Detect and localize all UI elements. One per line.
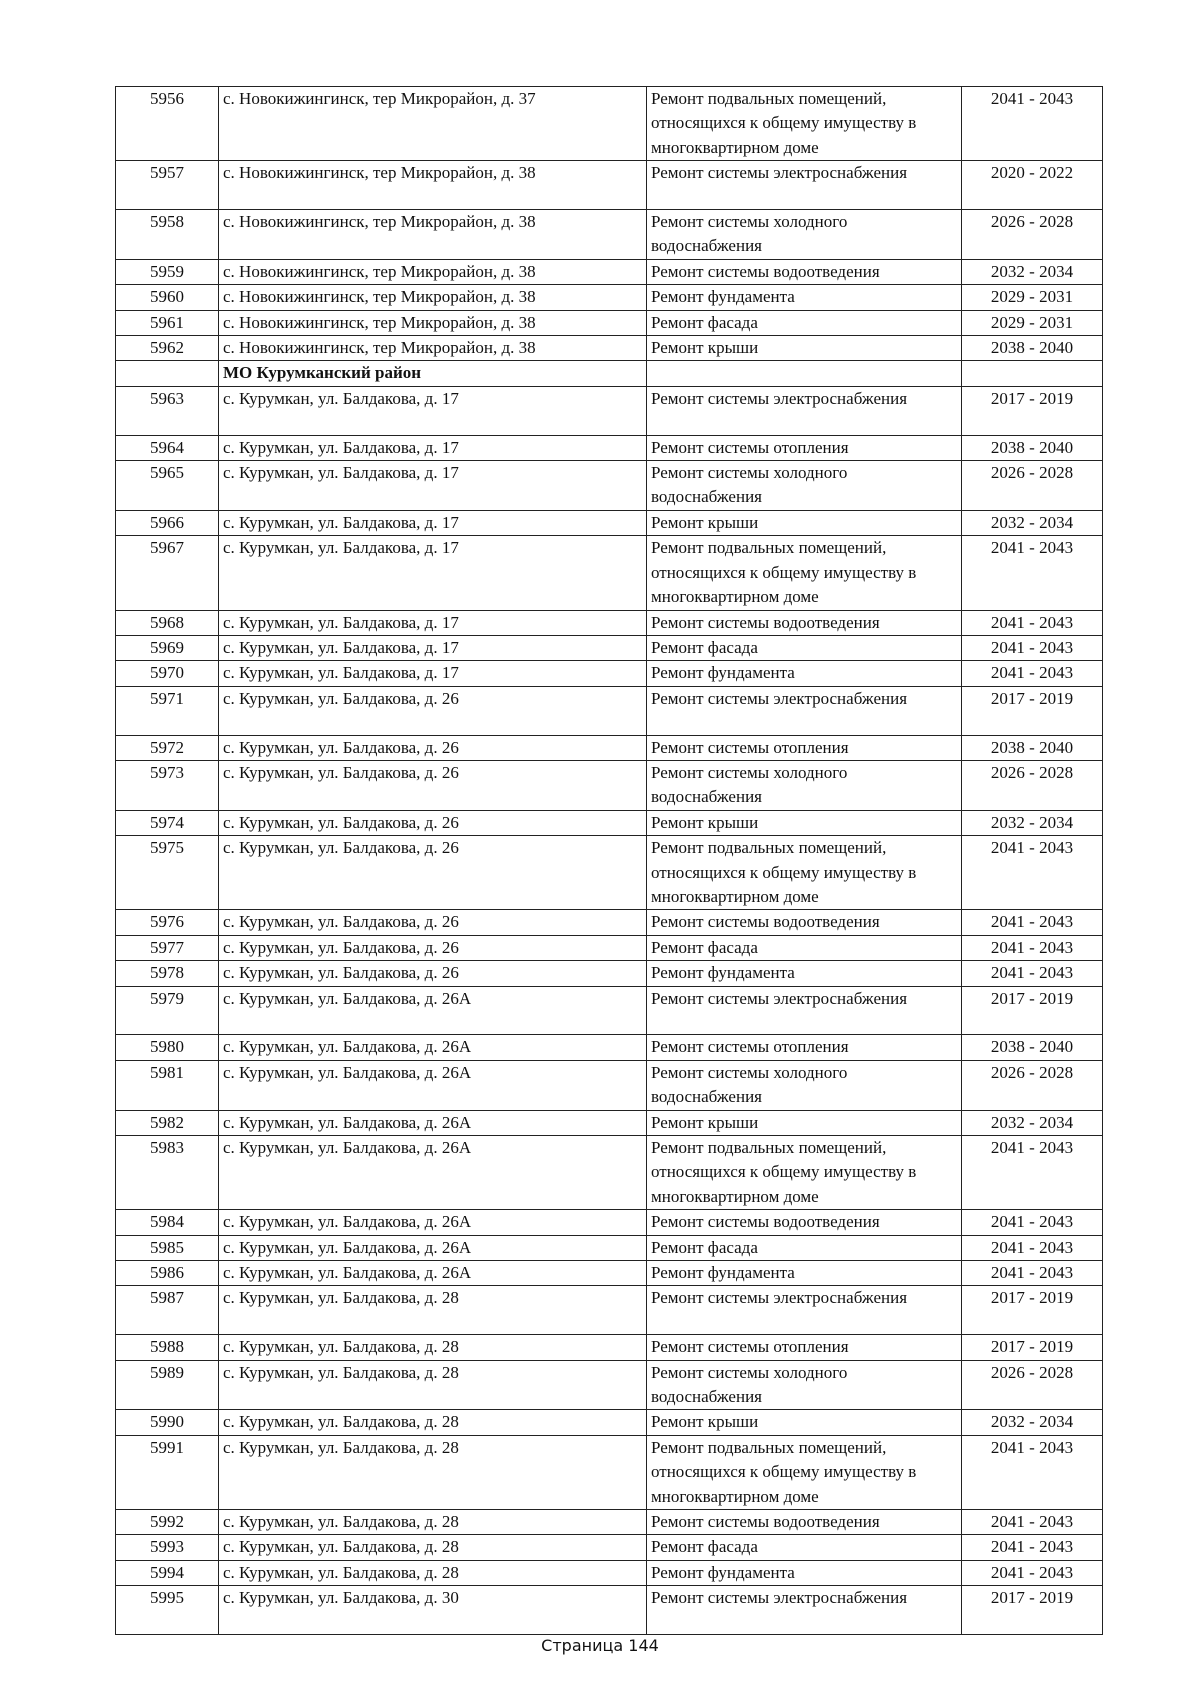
row-number-cell: 5958 — [116, 210, 219, 260]
table-row — [116, 87, 1103, 161]
period-cell: 2032 - 2034 — [962, 510, 1103, 535]
table-row — [116, 1261, 1103, 1286]
period-cell: 2026 - 2028 — [962, 1060, 1103, 1110]
row-number-cell: 5962 — [116, 336, 219, 361]
table-row — [116, 910, 1103, 935]
work-type-cell: Ремонт подвальных помещений, относящихся к общему имуществу в многоквартирном доме — [647, 87, 962, 161]
row-number-cell: 5980 — [116, 1035, 219, 1060]
table-row — [116, 1410, 1103, 1435]
work-type-cell: Ремонт системы водоотведения — [647, 259, 962, 284]
work-type-cell: Ремонт системы электроснабжения — [647, 1286, 962, 1335]
work-type-cell: Ремонт подвальных помещений, относящихся к общему имуществу в многоквартирном доме — [647, 836, 962, 910]
period-cell: 2041 - 2043 — [962, 1136, 1103, 1210]
work-type-cell: Ремонт фасада — [647, 1535, 962, 1560]
work-type-cell: Ремонт фундамента — [647, 285, 962, 310]
work-type-cell: Ремонт системы холодного водоснабжения — [647, 1060, 962, 1110]
table-row — [116, 1435, 1103, 1509]
address-cell: с. Новокижингинск, тер Микрорайон, д. 38 — [219, 310, 647, 335]
row-number-cell: 5994 — [116, 1560, 219, 1585]
work-type-cell: Ремонт крыши — [647, 1410, 962, 1435]
period-cell: 2041 - 2043 — [962, 1560, 1103, 1585]
work-type-cell: Ремонт фасада — [647, 635, 962, 660]
work-type-cell: Ремонт системы отопления — [647, 1335, 962, 1360]
table-row — [116, 1560, 1103, 1585]
row-number-cell: 5983 — [116, 1136, 219, 1210]
table-row — [116, 210, 1103, 260]
row-number-cell: 5971 — [116, 686, 219, 735]
table-row — [116, 810, 1103, 835]
period-cell: 2026 - 2028 — [962, 1360, 1103, 1410]
row-number-cell: 5988 — [116, 1335, 219, 1360]
section-title: МО Курумканский район — [219, 361, 647, 386]
table-row — [116, 836, 1103, 910]
row-number-cell: 5981 — [116, 1060, 219, 1110]
table-row — [116, 1286, 1103, 1335]
period-cell: 2041 - 2043 — [962, 1535, 1103, 1560]
address-cell: с. Новокижингинск, тер Микрорайон, д. 38 — [219, 259, 647, 284]
work-type-cell: Ремонт системы холодного водоснабжения — [647, 1360, 962, 1410]
table-row — [116, 1235, 1103, 1260]
address-cell: с. Курумкан, ул. Балдакова, д. 26А — [219, 986, 647, 1035]
table-row — [116, 161, 1103, 210]
row-number-cell: 5968 — [116, 610, 219, 635]
address-cell: с. Курумкан, ул. Балдакова, д. 28 — [219, 1535, 647, 1560]
period-cell: 2032 - 2034 — [962, 259, 1103, 284]
address-cell: с. Курумкан, ул. Балдакова, д. 26А — [219, 1210, 647, 1235]
work-type-cell: Ремонт системы водоотведения — [647, 910, 962, 935]
address-cell: с. Курумкан, ул. Балдакова, д. 26 — [219, 935, 647, 960]
table-row — [116, 259, 1103, 284]
row-number-cell: 5974 — [116, 810, 219, 835]
row-number-cell: 5975 — [116, 836, 219, 910]
table-row — [116, 1060, 1103, 1110]
row-number-cell: 5984 — [116, 1210, 219, 1235]
period-cell: 2026 - 2028 — [962, 461, 1103, 511]
address-cell: с. Курумкан, ул. Балдакова, д. 17 — [219, 635, 647, 660]
period-cell: 2017 - 2019 — [962, 686, 1103, 735]
work-type-cell: Ремонт крыши — [647, 336, 962, 361]
address-cell: с. Курумкан, ул. Балдакова, д. 26 — [219, 810, 647, 835]
table-row — [116, 435, 1103, 460]
table-row — [116, 735, 1103, 760]
work-type-cell: Ремонт системы электроснабжения — [647, 986, 962, 1035]
row-number-cell: 5978 — [116, 961, 219, 986]
address-cell: с. Курумкан, ул. Балдакова, д. 28 — [219, 1410, 647, 1435]
table-row — [116, 1035, 1103, 1060]
address-cell: с. Курумкан, ул. Балдакова, д. 26А — [219, 1136, 647, 1210]
period-cell: 2017 - 2019 — [962, 1586, 1103, 1635]
address-cell: с. Курумкан, ул. Балдакова, д. 17 — [219, 661, 647, 686]
period-cell: 2041 - 2043 — [962, 1210, 1103, 1235]
table-row — [116, 635, 1103, 660]
repair-schedule-table — [115, 86, 1103, 1635]
table-row — [116, 1586, 1103, 1635]
work-type-cell: Ремонт фундамента — [647, 1261, 962, 1286]
work-type-cell: Ремонт системы водоотведения — [647, 1510, 962, 1535]
address-cell: с. Курумкан, ул. Балдакова, д. 28 — [219, 1335, 647, 1360]
row-number-cell: 5956 — [116, 87, 219, 161]
address-cell: с. Курумкан, ул. Балдакова, д. 26А — [219, 1035, 647, 1060]
work-type-cell: Ремонт системы водоотведения — [647, 1210, 962, 1235]
row-number-cell: 5989 — [116, 1360, 219, 1410]
period-cell: 2017 - 2019 — [962, 1286, 1103, 1335]
table-row — [116, 1510, 1103, 1535]
table-row — [116, 1110, 1103, 1135]
period-cell: 2041 - 2043 — [962, 87, 1103, 161]
work-type-cell: Ремонт фасада — [647, 1235, 962, 1260]
row-number-cell — [116, 361, 219, 386]
period-cell: 2041 - 2043 — [962, 1435, 1103, 1509]
period-cell: 2041 - 2043 — [962, 661, 1103, 686]
period-cell: 2029 - 2031 — [962, 310, 1103, 335]
work-type-cell: Ремонт системы электроснабжения — [647, 386, 962, 435]
address-cell: с. Курумкан, ул. Балдакова, д. 28 — [219, 1560, 647, 1585]
address-cell: с. Курумкан, ул. Балдакова, д. 17 — [219, 536, 647, 610]
table-row — [116, 510, 1103, 535]
work-type-cell: Ремонт фундамента — [647, 961, 962, 986]
row-number-cell: 5976 — [116, 910, 219, 935]
address-cell: с. Новокижингинск, тер Микрорайон, д. 38 — [219, 210, 647, 260]
period-cell: 2041 - 2043 — [962, 1261, 1103, 1286]
address-cell: с. Новокижингинск, тер Микрорайон, д. 37 — [219, 87, 647, 161]
address-cell: с. Курумкан, ул. Балдакова, д. 17 — [219, 435, 647, 460]
work-type-cell: Ремонт фундамента — [647, 1560, 962, 1585]
period-cell: 2026 - 2028 — [962, 210, 1103, 260]
row-number-cell: 5985 — [116, 1235, 219, 1260]
table-row — [116, 686, 1103, 735]
table-row — [116, 661, 1103, 686]
table-row — [116, 961, 1103, 986]
address-cell: с. Новокижингинск, тер Микрорайон, д. 38 — [219, 336, 647, 361]
row-number-cell: 5973 — [116, 760, 219, 810]
period-cell: 2032 - 2034 — [962, 1410, 1103, 1435]
period-cell: 2041 - 2043 — [962, 610, 1103, 635]
row-number-cell: 5993 — [116, 1535, 219, 1560]
address-cell: с. Курумкан, ул. Балдакова, д. 28 — [219, 1286, 647, 1335]
table-row — [116, 461, 1103, 511]
address-cell: с. Новокижингинск, тер Микрорайон, д. 38 — [219, 161, 647, 210]
row-number-cell: 5990 — [116, 1410, 219, 1435]
row-number-cell: 5991 — [116, 1435, 219, 1509]
row-number-cell: 5967 — [116, 536, 219, 610]
period-cell — [962, 361, 1103, 386]
period-cell: 2041 - 2043 — [962, 635, 1103, 660]
period-cell: 2017 - 2019 — [962, 386, 1103, 435]
work-type-cell: Ремонт крыши — [647, 810, 962, 835]
row-number-cell: 5979 — [116, 986, 219, 1035]
period-cell: 2041 - 2043 — [962, 536, 1103, 610]
table-row — [116, 760, 1103, 810]
address-cell: с. Курумкан, ул. Балдакова, д. 26 — [219, 836, 647, 910]
row-number-cell: 5995 — [116, 1586, 219, 1635]
period-cell: 2026 - 2028 — [962, 760, 1103, 810]
table-row — [116, 986, 1103, 1035]
row-number-cell: 5969 — [116, 635, 219, 660]
work-type-cell: Ремонт системы электроснабжения — [647, 686, 962, 735]
period-cell: 2038 - 2040 — [962, 735, 1103, 760]
row-number-cell: 5960 — [116, 285, 219, 310]
address-cell: с. Курумкан, ул. Балдакова, д. 17 — [219, 386, 647, 435]
row-number-cell: 5961 — [116, 310, 219, 335]
table-row — [116, 336, 1103, 361]
row-number-cell: 5964 — [116, 435, 219, 460]
row-number-cell: 5970 — [116, 661, 219, 686]
period-cell: 2020 - 2022 — [962, 161, 1103, 210]
work-type-cell: Ремонт системы холодного водоснабжения — [647, 210, 962, 260]
table-row — [116, 1360, 1103, 1410]
work-type-cell: Ремонт фундамента — [647, 661, 962, 686]
address-cell: с. Курумкан, ул. Балдакова, д. 28 — [219, 1435, 647, 1509]
period-cell: 2038 - 2040 — [962, 1035, 1103, 1060]
table-row — [116, 386, 1103, 435]
address-cell: с. Курумкан, ул. Балдакова, д. 26А — [219, 1060, 647, 1110]
work-type-cell: Ремонт крыши — [647, 510, 962, 535]
table-row — [116, 935, 1103, 960]
address-cell: с. Курумкан, ул. Балдакова, д. 26 — [219, 686, 647, 735]
address-cell: с. Курумкан, ул. Балдакова, д. 17 — [219, 610, 647, 635]
address-cell: с. Курумкан, ул. Балдакова, д. 26 — [219, 910, 647, 935]
row-number-cell: 5966 — [116, 510, 219, 535]
period-cell: 2032 - 2034 — [962, 810, 1103, 835]
period-cell: 2038 - 2040 — [962, 435, 1103, 460]
address-cell: с. Курумкан, ул. Балдакова, д. 26 — [219, 760, 647, 810]
table-row — [116, 1210, 1103, 1235]
address-cell: с. Курумкан, ул. Балдакова, д. 17 — [219, 510, 647, 535]
work-type-cell: Ремонт подвальных помещений, относящихся к общему имуществу в многоквартирном доме — [647, 536, 962, 610]
work-type-cell: Ремонт фасада — [647, 935, 962, 960]
table-row — [116, 1335, 1103, 1360]
row-number-cell: 5992 — [116, 1510, 219, 1535]
period-cell: 2038 - 2040 — [962, 336, 1103, 361]
work-type-cell: Ремонт системы холодного водоснабжения — [647, 461, 962, 511]
table-row — [116, 285, 1103, 310]
address-cell: с. Курумкан, ул. Балдакова, д. 26 — [219, 735, 647, 760]
address-cell: с. Курумкан, ул. Балдакова, д. 28 — [219, 1510, 647, 1535]
table-row — [116, 536, 1103, 610]
period-cell: 2041 - 2043 — [962, 910, 1103, 935]
address-cell: с. Курумкан, ул. Балдакова, д. 17 — [219, 461, 647, 511]
work-type-cell — [647, 361, 962, 386]
section-header-row — [116, 361, 1103, 386]
row-number-cell: 5987 — [116, 1286, 219, 1335]
period-cell: 2017 - 2019 — [962, 986, 1103, 1035]
period-cell: 2017 - 2019 — [962, 1335, 1103, 1360]
table-row — [116, 1136, 1103, 1210]
work-type-cell: Ремонт подвальных помещений, относящихся к общему имуществу в многоквартирном доме — [647, 1435, 962, 1509]
period-cell: 2041 - 2043 — [962, 836, 1103, 910]
row-number-cell: 5977 — [116, 935, 219, 960]
work-type-cell: Ремонт системы холодного водоснабжения — [647, 760, 962, 810]
table-row — [116, 310, 1103, 335]
period-cell: 2041 - 2043 — [962, 1510, 1103, 1535]
work-type-cell: Ремонт системы электроснабжения — [647, 161, 962, 210]
work-type-cell: Ремонт системы отопления — [647, 735, 962, 760]
row-number-cell: 5959 — [116, 259, 219, 284]
row-number-cell: 5982 — [116, 1110, 219, 1135]
row-number-cell: 5957 — [116, 161, 219, 210]
table-row — [116, 610, 1103, 635]
work-type-cell: Ремонт системы водоотведения — [647, 610, 962, 635]
address-cell: с. Курумкан, ул. Балдакова, д. 26А — [219, 1110, 647, 1135]
row-number-cell: 5965 — [116, 461, 219, 511]
period-cell: 2041 - 2043 — [962, 961, 1103, 986]
row-number-cell: 5963 — [116, 386, 219, 435]
page-number: Страница 144 — [541, 1636, 659, 1655]
address-cell: с. Курумкан, ул. Балдакова, д. 26 — [219, 961, 647, 986]
work-type-cell: Ремонт системы электроснабжения — [647, 1586, 962, 1635]
work-type-cell: Ремонт системы отопления — [647, 435, 962, 460]
work-type-cell: Ремонт фасада — [647, 310, 962, 335]
address-cell: с. Курумкан, ул. Балдакова, д. 26А — [219, 1235, 647, 1260]
work-type-cell: Ремонт крыши — [647, 1110, 962, 1135]
row-number-cell: 5972 — [116, 735, 219, 760]
period-cell: 2041 - 2043 — [962, 1235, 1103, 1260]
address-cell: с. Курумкан, ул. Балдакова, д. 26А — [219, 1261, 647, 1286]
work-type-cell: Ремонт системы отопления — [647, 1035, 962, 1060]
work-type-cell: Ремонт подвальных помещений, относящихся к общему имуществу в многоквартирном доме — [647, 1136, 962, 1210]
address-cell: с. Курумкан, ул. Балдакова, д. 28 — [219, 1360, 647, 1410]
row-number-cell: 5986 — [116, 1261, 219, 1286]
period-cell: 2041 - 2043 — [962, 935, 1103, 960]
address-cell: с. Новокижингинск, тер Микрорайон, д. 38 — [219, 285, 647, 310]
period-cell: 2029 - 2031 — [962, 285, 1103, 310]
period-cell: 2032 - 2034 — [962, 1110, 1103, 1135]
address-cell: с. Курумкан, ул. Балдакова, д. 30 — [219, 1586, 647, 1635]
table-body — [116, 87, 1103, 1635]
table-row — [116, 1535, 1103, 1560]
